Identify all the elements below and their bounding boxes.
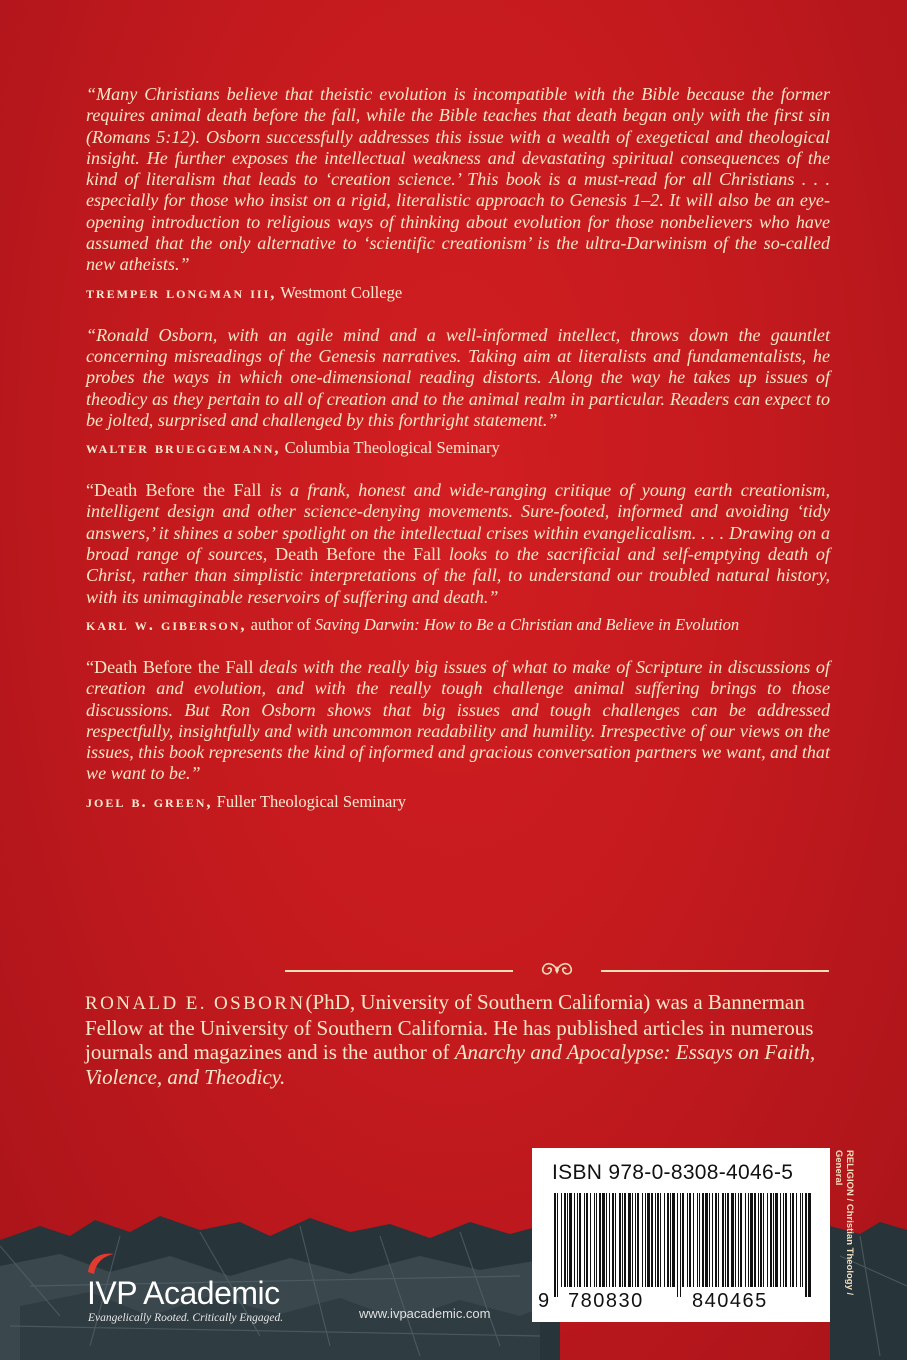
ornament-divider: [285, 965, 829, 977]
barcode-bar: [567, 1193, 568, 1287]
barcode-bar: [745, 1193, 746, 1287]
endorser-affiliation-2: Columbia Theological Seminary: [280, 438, 500, 458]
barcode-bar: [715, 1193, 717, 1287]
barcode-bar: [612, 1193, 614, 1287]
author-bio-text: (PhD, University of Southern California) was a Bannerman Fellow at the University of Southern California. He has published articles in numerous journals and magazines and is the author of: [85, 990, 814, 1065]
endorsement-quote-4: [86, 657, 830, 785]
barcode-bar: [763, 1193, 764, 1287]
barcode-bar: [660, 1193, 661, 1287]
divider-line-right: [601, 970, 829, 972]
barcode-bar: [632, 1193, 633, 1287]
category-line-1: RELIGION / Christian Theology /: [844, 1150, 855, 1296]
barcode-bar: [561, 1193, 562, 1287]
barcode-bar: [785, 1193, 787, 1287]
endorser-name-4: joel b. green,: [86, 791, 213, 811]
barcode-digits-right: 840465: [692, 1290, 768, 1312]
barcode-bar: [748, 1193, 749, 1287]
barcode-bar: [579, 1193, 581, 1287]
barcode-bar: [735, 1193, 736, 1287]
quote-4-text: deals with the really big issues of what to make of Scripture in discussions of creation and evolution, and with the really tough challenge animal suffering brings to those discussions. But Ron Osborn shows that big issues and tough challenges can be addressed respectfully, insightfully and with uncommon readability and humility. Irrespective of our views on the issues, this book represents the kind of informed and gracious conversation partners we want, and that we want to be.”: [86, 656, 830, 784]
barcode-bar: [569, 1193, 572, 1287]
barcode-bar: [702, 1193, 704, 1287]
barcode-bar: [800, 1193, 801, 1287]
barcode-bar: [709, 1193, 710, 1287]
barcode-bar: [599, 1193, 601, 1287]
barcode-bar: [664, 1193, 665, 1287]
barcode-bar: [687, 1193, 688, 1287]
barcode-bar: [783, 1193, 784, 1287]
barcode-bar: [590, 1193, 591, 1287]
barcode-bar: [606, 1193, 607, 1287]
endorser-affiliation-1: Westmont College: [276, 282, 403, 302]
barcode-bar: [680, 1193, 681, 1297]
endorser-name-3: karl w. giberson,: [86, 614, 247, 634]
endorsement-attribution-4: [86, 791, 830, 812]
endorser-affiliation-4: Fuller Theological Seminary: [212, 791, 407, 811]
barcode-bar: [780, 1193, 781, 1287]
quote-4-open: “: [86, 656, 95, 677]
barcode-bar: [677, 1193, 678, 1297]
barcode-bar: [754, 1193, 756, 1287]
barcode-bar: [727, 1193, 729, 1287]
barcode-bar: [609, 1193, 610, 1287]
barcode-bar: [773, 1193, 774, 1287]
barcode-bar: [628, 1193, 631, 1287]
barcode-bar: [775, 1193, 778, 1287]
barcode-bar: [615, 1193, 616, 1287]
barcode-bar: [624, 1193, 626, 1287]
flourish-ornament-icon: [535, 960, 579, 980]
barcode-bar: [667, 1193, 669, 1287]
barcode-bar: [651, 1193, 653, 1287]
barcode-bar: [792, 1193, 794, 1287]
author-book-title: Anarchy and Apocalypse: Essays on Faith, Violence, and Theodicy.: [85, 1040, 816, 1089]
endorsement-attribution-2: [86, 437, 830, 458]
barcode-bar: [731, 1193, 734, 1287]
barcode-bar: [574, 1193, 575, 1287]
barcode-bar: [602, 1193, 605, 1287]
barcode-bar: [637, 1193, 639, 1287]
endorser-book-3: Saving Darwin: How to Be a Christian and Believe in Evolution: [314, 614, 740, 634]
endorser-name-1: tremper longman iii,: [86, 282, 277, 302]
publisher-website: www.ivpacademic.com: [359, 1306, 491, 1321]
barcode-bar: [682, 1193, 684, 1287]
barcode-bar: [697, 1193, 698, 1287]
barcode-bar: [699, 1193, 700, 1287]
category-text: [833, 1150, 855, 1295]
category-label: [831, 1150, 861, 1320]
barcode-bar: [642, 1193, 643, 1287]
quote-4-book-title: Death Before the Fall: [94, 656, 254, 677]
publisher-tagline: Evangelically Rooted. Critically Engaged.: [88, 1312, 284, 1324]
barcode-bar: [805, 1193, 807, 1297]
endorser-affiliation-3: author of: [246, 614, 315, 634]
ivp-swoosh-logo-icon: [86, 1250, 116, 1276]
barcode-bar: [718, 1193, 719, 1287]
quote-3-book-title-1: Death Before the Fall: [94, 480, 262, 501]
endorsements: [86, 84, 830, 834]
quote-3-book-title-2: Death Before the Fall: [275, 544, 442, 565]
barcode-bar: [657, 1193, 659, 1287]
barcode-bar: [670, 1193, 671, 1287]
barcode-bar: [647, 1193, 650, 1287]
barcode-bar: [802, 1193, 803, 1287]
endorser-name-2: walter brueggemann,: [86, 438, 281, 458]
barcode-bar: [564, 1193, 566, 1287]
barcode-bar: [672, 1193, 675, 1287]
barcode-bar: [635, 1193, 636, 1287]
quote-3-text-1: is a frank, honest and wide-ranging critique of young earth creationism, intelligent design and other science-denying movements. Sure-footed, informed and avoiding ‘tidy answers,’ it shines a sober spotlight on the intellectual crises within evangelicalism. . . . Drawing on a broad range of sources,: [86, 480, 830, 565]
endorsement-quote-3: [86, 480, 830, 608]
endorsement-quote-1: “Many Christians believe that theistic evolution is incompatible with the Bible because the former requires animal death before the fall, while the Bible teaches that death began only with the first sin (Romans 5:12). Osborn successfully addresses this issue with a wealth of exegetical and theological insight. He further exposes the intellectual weakness and devastating spiritual consequences of the kind of literalism that leads to ‘creation science.’ This book is a must-read for all Christians . . . especially for those who insist on a rigid, literalistic approach to Genesis 1–2. It will also be an eye-opening introduction to religious ways of thinking about evolution for those nonbelievers who have assumed that the only alternative to ‘scientific creationism’ is the ultra-Darwinism of the so-called new atheists.”: [86, 84, 830, 275]
barcode-bar: [712, 1193, 713, 1287]
barcode-bar: [622, 1193, 623, 1287]
publisher-name: IVP Academic: [87, 1275, 280, 1311]
barcode-bar: [705, 1193, 708, 1287]
barcode-bar: [645, 1193, 646, 1287]
barcode-bar: [725, 1193, 726, 1287]
divider-line-left: [285, 970, 513, 972]
endorsement-quote-2: “Ronald Osborn, with an agile mind and a well-informed intellect, throws down the gauntlet concerning misreadings of the Genesis narratives. Taking aim at literalists and fundamentalists, he probes the ways in which one-dimensional reading distorts. Along the way he takes up issues of theodicy as they pertain to all of creation and to the animal realm in particular. Readers can expect to be jolted, surprised and challenged by this forthright statement.”: [86, 324, 830, 430]
barcode-bar: [554, 1193, 556, 1297]
endorsement-attribution-1: [86, 282, 830, 303]
barcode-bar: [586, 1193, 588, 1287]
barcode-bar: [790, 1193, 791, 1287]
author-name: RONALD E. OSBORN: [85, 993, 306, 1014]
category-line-2: General: [833, 1150, 844, 1186]
quote-3-text-2: looks to the sacrificial and self-emptying death of Christ, rather than simplistic interpretations of the fall, to understand our troubled natural history, with its unimaginable reservoirs of suffering and death.”: [86, 544, 830, 607]
isbn-label: ISBN 978-0-8308-4046-5: [552, 1161, 794, 1184]
quote-3-open: “: [86, 480, 95, 501]
barcode-bar: [577, 1193, 578, 1287]
endorsement-attribution-3: [86, 614, 830, 635]
barcode-bar: [596, 1193, 597, 1287]
barcode-bar: [760, 1193, 762, 1287]
barcode-bars: [548, 1193, 816, 1297]
barcode-bar: [594, 1193, 595, 1287]
author-bio: [85, 990, 830, 1089]
barcode-bar: [693, 1193, 694, 1287]
barcode-bar: [584, 1193, 585, 1287]
barcode-digit-lead: 9: [538, 1290, 551, 1312]
barcode-bar: [796, 1193, 797, 1287]
barcode-bar: [808, 1193, 811, 1297]
barcode-bar: [767, 1193, 768, 1287]
barcode-bar: [770, 1193, 772, 1287]
barcode-digits-left: 780830: [568, 1290, 644, 1312]
barcode-bar: [557, 1193, 558, 1297]
barcode-bar: [750, 1193, 753, 1287]
barcode-bar: [619, 1193, 621, 1287]
barcode-bar: [738, 1193, 739, 1287]
barcode-bar: [655, 1193, 656, 1287]
barcode-bar: [689, 1193, 691, 1287]
isbn-barcode: [532, 1148, 830, 1322]
barcode-bar: [740, 1193, 742, 1287]
barcode-bar: [758, 1193, 759, 1287]
barcode-bar: [722, 1193, 724, 1287]
